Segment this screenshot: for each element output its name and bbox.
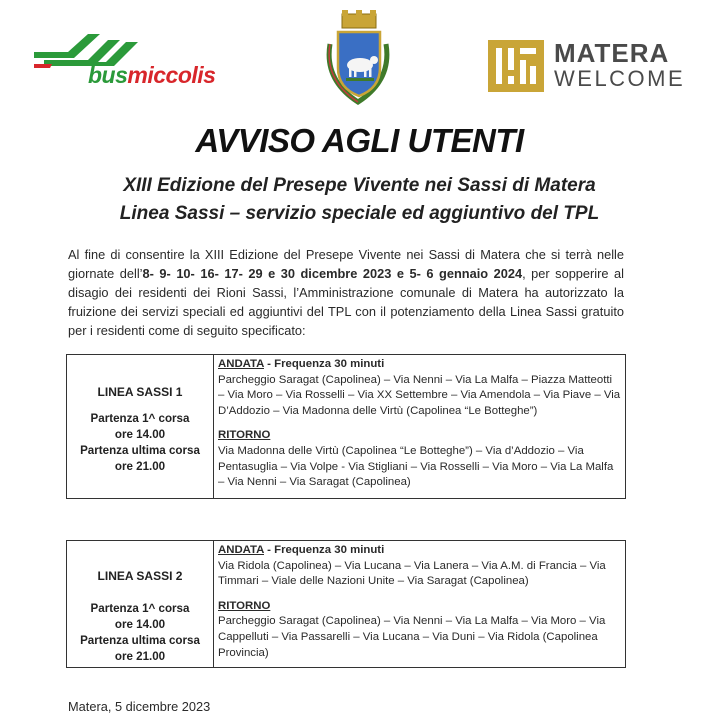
intro-text-end: , per sopperire al disagio dei residenti dei Rioni Sassi, l’Amministrazione comunale di Matera ha autorizzato la fruizione dei servizi speciali ed aggiuntivi del TPL con il potenziamento della Linea Sassi gratuito per i residenti come di seguito specificato: — [68, 266, 625, 338]
page-title: AVVISO AGLI UTENTI — [195, 122, 524, 159]
line-2-name: LINEA SASSI 2 — [97, 569, 183, 583]
line-2-first-label: Partenza 1^ corsa — [90, 602, 190, 615]
busmiccolis-logo — [34, 30, 262, 90]
line-1-name: LINEA SASSI 1 — [97, 385, 183, 399]
bus-wordmark-part2: miccolis — [127, 62, 216, 88]
intro-paragraph — [68, 245, 624, 340]
line-2-andata-label: ANDATA — [218, 544, 264, 556]
bus-wordmark — [88, 62, 215, 89]
subtitle-service: Linea Sassi – servizio speciale ed aggiuntivo del TPL — [119, 203, 600, 224]
line-sassi-2-table — [66, 540, 626, 668]
line-1-andata-route: Parcheggio Saragat (Capolinea) – Via Nenni – Via La Malfa – Piazza Matteotti – Via Moro – Via Rosselli – Via XX Settembre – Via Amendola – Via Piave – Via D’Addozio – Via Madonna delle Virtù (Capolinea “Le Botteghe”) — [218, 373, 621, 417]
subtitle-event: XIII Edizione del Presepe Vivente nei Sassi di Matera — [123, 175, 596, 196]
line-2-andata-route: Via Ridola (Capolinea) – Via Lucana – Via Lanera – Via A.M. di Francia – Via Timmari – Viale delle Nazioni Unite – Via Saragat (Capolinea) — [218, 559, 606, 588]
line-1-andata-heading — [218, 357, 621, 373]
line-2-last-label: Partenza ultima corsa — [80, 634, 200, 647]
line-2-andata-heading — [218, 543, 621, 559]
line-2-schedule-cell — [67, 541, 214, 667]
line-2-andata-frequency: - Frequenza 30 minuti — [263, 544, 385, 556]
line-1-ritorno-route: Via Madonna delle Virtù (Capolinea “Le Botteghe”) – Via d’Addozio – Via Pentasuglia – Via Volpe - Via Stigliani – Via Rosselli – Via Moro – Via La Malfa – Via Nenni – Via Saragat (Capolinea) — [218, 444, 614, 489]
line-2-first-time: ore 14.00 — [114, 618, 166, 631]
matera-mark-icon — [488, 40, 544, 92]
intro-text-start: Al fine di consentire la XIII Edizione del Presepe Vivente nei Sassi di Matera che si terrà nelle giornate dell’ — [68, 247, 624, 281]
footer-date: Matera, 5 dicembre 2023 — [68, 699, 211, 714]
intro-dates: 8- 9- 10- 16- 17- 29 e 30 dicembre 2023 e 5- 6 gennaio 2024 — [142, 266, 523, 281]
matera-coat-of-arms — [318, 10, 400, 106]
matera-sub: WELCOME — [554, 66, 686, 91]
line-2-ritorno-label: RITORNO — [218, 599, 271, 612]
line-1-andata-frequency: - Frequenza 30 minuti — [263, 358, 385, 370]
matera-welcome-logo — [488, 40, 688, 92]
line-1-andata-label: ANDATA — [218, 358, 264, 370]
matera-name: MATERA — [554, 38, 670, 68]
line-1-ritorno-label: RITORNO — [218, 429, 271, 442]
line-1-last-time: ore 21.00 — [114, 460, 166, 473]
line-1-first-time: ore 14.00 — [114, 428, 166, 441]
bus-wordmark-part1: bus — [88, 62, 128, 88]
line-2-route-cell — [214, 541, 625, 667]
line-1-schedule-cell — [67, 355, 214, 498]
line-2-ritorno-route: Parcheggio Saragat (Capolinea) – Via Nenni – Via La Malfa – Via Moro – Via Cappelluti – Via Passarelli – Via Lucana – Via Duni – Via Ridola (Capolinea Provincia) — [218, 615, 606, 659]
line-1-last-label: Partenza ultima corsa — [80, 444, 200, 457]
line-1-first-label: Partenza 1^ corsa — [90, 412, 190, 425]
line-1-route-cell — [214, 355, 625, 498]
line-sassi-1-table — [66, 354, 626, 499]
line-2-last-time: ore 21.00 — [114, 650, 166, 663]
